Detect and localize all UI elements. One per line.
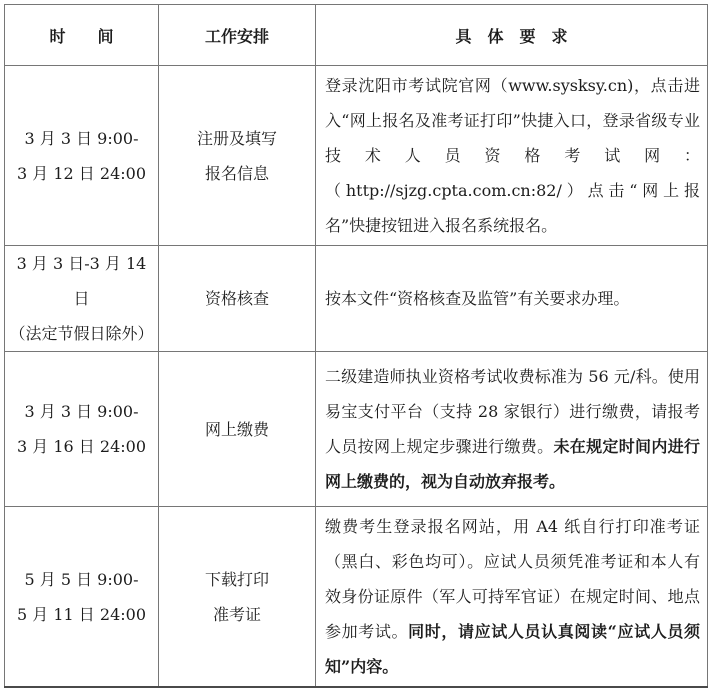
task-cell bbox=[159, 352, 316, 507]
schedule-table bbox=[4, 4, 708, 688]
time-line: 3 月 16 日 24:00 bbox=[17, 437, 146, 456]
detail-cell bbox=[316, 66, 708, 246]
header-task: 工作安排 bbox=[159, 5, 316, 66]
detail-text: 缴费考生登录报名网站，用 A4 纸自行打印准考证（黑白、彩色均可）。应试人员须凭准考证和本人有效身份证原件（军人可持军官证）在规定时间、地点参加考试。 bbox=[325, 517, 700, 641]
time-line: 3 月 3 日 9:00- bbox=[24, 402, 139, 421]
schedule-table-container bbox=[4, 4, 708, 688]
time-line: 3 月 12 日 24:00 bbox=[17, 163, 146, 183]
header-requirements: 具 体 要 求 bbox=[316, 5, 708, 66]
task-line: 网上缴费 bbox=[204, 419, 269, 439]
time-line: 5 月 5 日 9:00- bbox=[24, 569, 139, 589]
time-line: （法定节假日除外） bbox=[9, 324, 154, 343]
table-row bbox=[5, 246, 708, 352]
time-cell bbox=[5, 507, 159, 688]
detail-cell bbox=[316, 246, 708, 352]
time-line: 3 月 3 日-3 月 14 日 bbox=[16, 254, 147, 308]
time-line: 3 月 3 日 9:00- bbox=[24, 128, 139, 148]
detail-text: 按本文件“资格核查及监管”有关要求办理。 bbox=[325, 289, 630, 308]
task-cell bbox=[159, 507, 316, 688]
task-cell bbox=[159, 66, 316, 246]
task-line: 下载打印 bbox=[204, 569, 269, 589]
task-line: 报名信息 bbox=[204, 163, 269, 183]
header-time: 时 间 bbox=[5, 5, 159, 66]
task-line: 资格核查 bbox=[204, 289, 269, 308]
detail-text: 登录沈阳市考试院官网（www.sysksy.cn)，点击进入“网上报名及准考证打印”快捷入口，登录省级专业技术人员资格考试网：（http://sjzg.cpta.com.cn:82/）点击“网上报名”快捷按钮进入报名系统报名。 bbox=[325, 76, 700, 235]
detail-text-bold: 未在规定时间内进行网上缴费的，视为自动放弃报考。 bbox=[325, 437, 700, 491]
detail-cell bbox=[316, 352, 708, 507]
time-cell bbox=[5, 66, 159, 246]
task-line: 准考证 bbox=[212, 604, 261, 624]
detail-text-bold: 同时，请应试人员认真阅读“应试人员须知”内容。 bbox=[325, 622, 700, 676]
header-row bbox=[5, 5, 708, 66]
time-line: 5 月 11 日 24:00 bbox=[17, 604, 146, 624]
table-row bbox=[5, 507, 708, 688]
detail-cell bbox=[316, 507, 708, 688]
table-row bbox=[5, 352, 708, 507]
time-cell bbox=[5, 246, 159, 352]
time-cell bbox=[5, 352, 159, 507]
table-row bbox=[5, 66, 708, 246]
task-cell bbox=[159, 246, 316, 352]
detail-text: 二级建造师执业资格考试收费标准为 56 元/科。使用易宝支付平台（支持 28 家银行）进行缴费，请报考人员按网上规定步骤进行缴费。 bbox=[325, 367, 700, 456]
task-line: 注册及填写 bbox=[196, 128, 277, 148]
